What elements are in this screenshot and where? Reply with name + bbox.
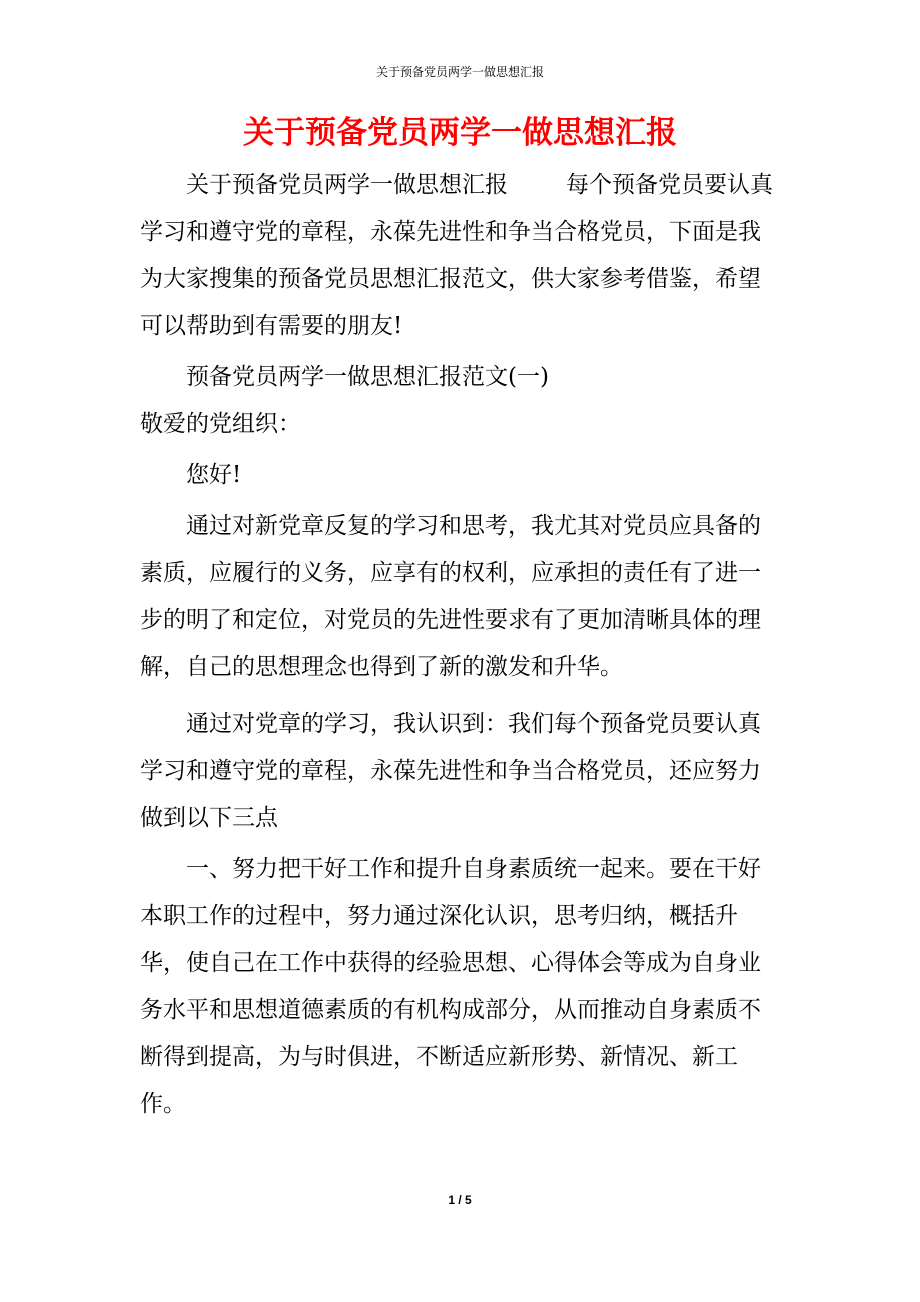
sample-title: 预备党员两学一做思想汇报范文(一) <box>186 364 549 390</box>
greeting: 您好! <box>186 462 242 488</box>
salutation: 敬爱的党组织： <box>140 411 301 437</box>
body-paragraph-2: 通过对党章的学习，我认识到：我们每个预备党员要认真学习和遵守党的章程，永葆先进性和争当合格党员，还应努力做到以下三点 <box>140 711 761 831</box>
body-paragraph-3: 一、努力把干好工作和提升自身素质统一起来。要在干好本职工作的过程中，努力通过深化认识，思考归纳，概括升华，使自己在工作中获得的经验思想、心得体会等成为自身业务水平和思想道德素质的有机构成部分，从而推动自身素质不断得到提高，为与时俱进，不断适应新形势、新情况、新工作。 <box>140 856 761 1117</box>
body-paragraph-1: 通过对新党章反复的学习和思考，我尤其对党员应具备的素质，应履行的义务，应享有的权利，应承担的责任有了进一步的明了和定位，对党员的先进性要求有了更加清晰具体的理解，自己的思想理念也得到了新的激发和升华。 <box>140 513 761 680</box>
page-number: 1 / 5 <box>448 1193 472 1207</box>
document-body <box>140 162 780 1128</box>
document-title: 关于预备党员两学一做思想汇报 <box>243 115 677 151</box>
intro-heading: 关于预备党员两学一做思想汇报 <box>186 172 508 198</box>
intro-text: 每个预备党员要认真学习和遵守党的章程，永葆先进性和争当合格党员，下面是我为大家搜集的预备党员思想汇报范文，供大家参考借鉴，希望可以帮助到有需要的朋友! <box>140 172 773 339</box>
intro-paragraph <box>140 162 780 350</box>
running-header: 关于预备党员两学一做思想汇报 <box>375 65 544 79</box>
